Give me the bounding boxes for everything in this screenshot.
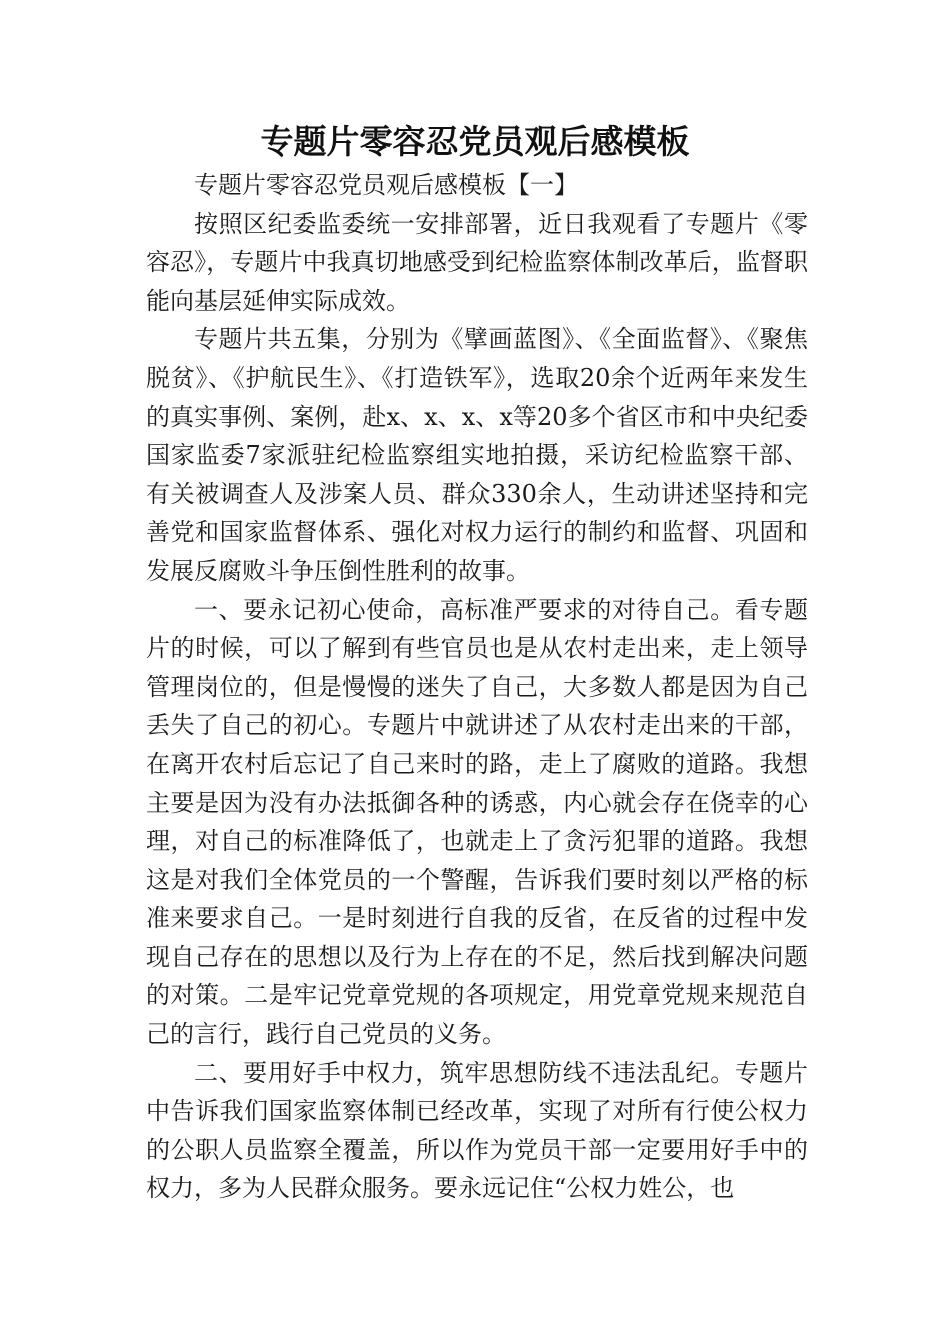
paragraph: 按照区纪委监委统一安排部署，近日我观看了专题片《零容忍》，专题片中我真切地感受到纪检监察体制改革后，监督职能向基层延伸实际成效。 (146, 209, 808, 315)
document-body (146, 166, 808, 1208)
paragraph: 一、要永记初心使命，高标准严要求的对待自己。看专题片的时候，可以了解到有些官员也是从农村走出来，走上领导管理岗位的，但是慢慢的迷失了自己，大多数人都是因为自己丢失了自己的初心。专题片中就讲述了从农村走出来的干部，在离开农村后忘记了自己来时的路，走上了腐败的道路。我想主要是因为没有办法抵御各种的诱惑，内心就会存在侥幸的心理，对自己的标准降低了，也就走上了贪污犯罪的道路。我想这是对我们全体党员的一个警醒，告诉我们要时刻以严格的标准来要求自己。一是时刻进行自我的反省，在反省的过程中发现自己存在的思想以及行为上存在的不足，然后找到解决问题的对策。二是牢记党章党规的各项规定，用党章党规来规范自己的言行，践行自己党员的义务。 (146, 595, 808, 1049)
paragraph: 二、要用好手中权力，筑牢思想防线不违法乱纪。专题片中告诉我们国家监察体制已经改革，实现了对所有行使公权力的公职人员监察全覆盖，所以作为党员干部一定要用好手中的权力，多为人民群众服务。要永远记住“公权力姓公，也 (146, 1058, 808, 1203)
document-title: 专题片零容忍党员观后感模板 (260, 122, 690, 161)
paragraph: 专题片共五集，分别为《擘画蓝图》、《全面监督》、《聚焦脱贫》、《护航民生》、《打造铁军》，选取20余个近两年来发生的真实事例、案例，赴x、x、x、x等20多个省区市和中央纪委国家监委7家派驻纪检监察组实地拍摄，采访纪检监察干部、有关被调查人及涉案人员、群众330余人，生动讲述坚持和完善党和国家监督体系、强化对权力运行的制约和监督、巩固和发展反腐败斗争压倒性胜利的故事。 (146, 325, 808, 585)
section-heading: 专题片零容忍党员观后感模板【一】 (194, 171, 578, 199)
